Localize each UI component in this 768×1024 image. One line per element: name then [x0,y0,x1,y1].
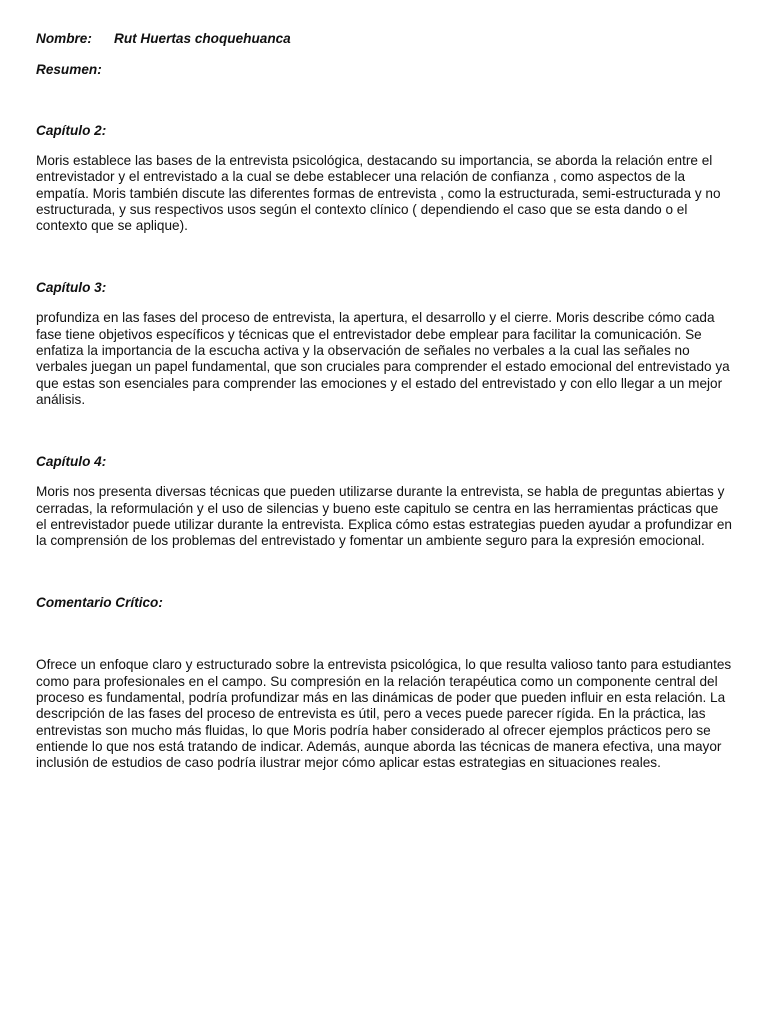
name-value: Rut Huertas choquehuanca [114,31,291,46]
name-line [36,30,732,48]
critical-comment-title: Comentario Crítico: [36,595,163,611]
chapter-2-title: Capítulo 2: [36,123,107,138]
chapter-3-text: profundiza en las fases del proceso de entrevista, la apertura, el desarrollo y el cierre. Moris describe cómo cada fase tiene objetivos específicos y técnicas que el entrevistador debe emplear para facilitar la comunicación. Se enfatiza la importancia de la escucha activa y la observación de señales no verbales a la cual las señales no verbales juegan un papel fundamental, que son cruciales para comprender el estado emocional del entrevistado ya que estas son esenciales para comprender las emociones y el estado del entrevistado y con ello llegar a un mejor análisis. [36,310,730,407]
chapter-4-text: Moris nos presenta diversas técnicas que pueden utilizarse durante la entrevista, se habla de preguntas abiertas y cerradas, la reformulación y el uso de silencias y bueno este capitulo se centra en las herramientas prácticas que el entrevistador puede utilizar durante la entrevista. Explica cómo estas estrategias pueden ayudar a profundizar en la comprensión de los problemas del entrevistado y fomentar un ambiente seguro para la expresión emocional. [36,484,732,549]
critical-comment-text: Ofrece un enfoque claro y estructurado sobre la entrevista psicológica, lo que resulta valioso tanto para estudiantes como para profesionales en el campo. Su compresión en la relación terapéutica como un componente central del proceso es fundamental, podría profundizar más en las dinámicas de poder que pueden influir en esta relación. La descripción de las fases del proceso de entrevista es útil, pero a veces puede parecer rígida. En la práctica, las entrevistas son mucho más fluidas, lo que Moris podría haber considerado al ofrecer ejemplos prácticos pero se entiende lo que nos está tratando de indicar. Además, aunque aborda las técnicas de manera efectiva, una mayor inclusión de estudios de caso podría ilustrar mejor cómo aplicar estas estrategias en situaciones reales. [36,657,732,771]
chapter-4-title: Capítulo 4: [36,454,107,470]
chapter-2-text: Moris establece las bases de la entrevista psicológica, destacando su importancia, se aborda la relación entre el entrevistador y el entrevistado a la cual se debe establecer una relación de confianza , como aspectos de la empatía. Moris también discute las diferentes formas de entrevista , como la estructurada, semi-estructurada y no estructurada, y sus respectivos usos según el contexto clínico ( dependiendo el caso que se esta dando o el contexto que se aplique). [36,153,721,234]
summary-label: Resumen: [36,62,102,77]
name-label: Nombre: [36,31,92,46]
chapter-3-title: Capítulo 3: [36,280,107,296]
